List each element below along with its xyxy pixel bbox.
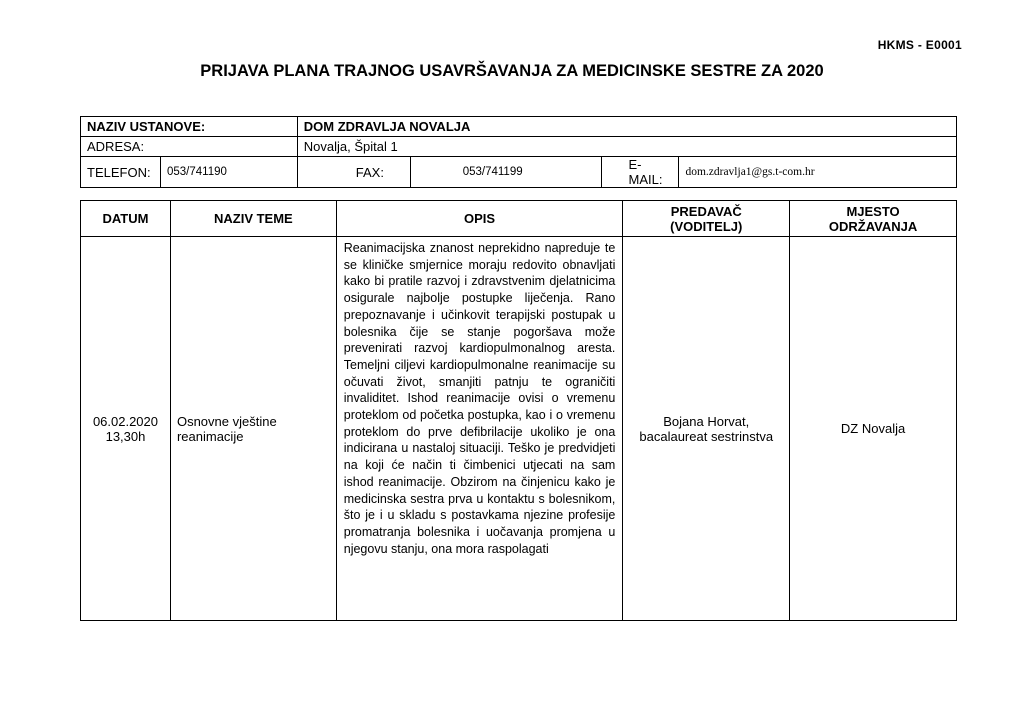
phone-value: 053/741190: [160, 157, 297, 188]
table-row: [81, 237, 957, 621]
address-label: ADRESA:: [81, 137, 298, 157]
entry-lecturer-cell: [623, 237, 790, 621]
fax-label: FAX:: [297, 157, 410, 188]
institution-name-label: NAZIV USTANOVE:: [81, 117, 298, 137]
form-code: HKMS - E0001: [877, 38, 962, 52]
address-row: [81, 137, 957, 157]
training-plan-table: [80, 200, 957, 621]
institution-info-table: [80, 116, 957, 188]
col-datum: DATUM: [81, 201, 171, 237]
col-predavac: [623, 201, 790, 237]
entry-date: 06.02.2020: [92, 413, 159, 429]
col-predavac-line1: PREDAVAČ: [670, 203, 742, 219]
contact-row: [81, 157, 957, 188]
entry-location: DZ Novalja: [790, 237, 957, 621]
email-value: dom.zdravlja1@gs.t-com.hr: [679, 157, 957, 188]
institution-name-row: [81, 117, 957, 137]
fax-value: 053/741199: [410, 157, 602, 188]
page-title: PRIJAVA PLANA TRAJNOG USAVRŠAVANJA ZA MEDICINSKE SESTRE ZA 2020: [200, 62, 824, 80]
entry-description: Reanimacijska znanost neprekidno napreduje te se kliničke smjernice moraju redovito obnavljati kako bi pratile razvoj i zdravstvenim djelatnicima osigurale najbolje postupke liječenja. Rano prepoznavanje i učinkovit terapijski postupak u bolesnika čije se stanje pogoršava može prevenirati razvoj kardiopulmonalnog aresta. Temeljni ciljevi kardiopulmonalne reanimacije su očuvati život, smanjiti patnju te ograničiti invaliditet. Ishod reanimacije ovisi o vremenu proteklom od početka postupka, kao i o vremenu proteklom do prve defibrilacije ukoliko je ona indicirana u nastaloj situaciji. Teško je predvidjeti na koji će način ti čimbenici utjecati na sam ishod reanimacije. Obzirom na činjenicu kako je medicinska sestra prva u kontaktu s bolesnikom, što je i u skladu s postavkama njezine profesije promatranja bolesnika i uočavanja promjena u njegovu stanju, ona mora raspolagati: [336, 237, 623, 621]
col-mjesto-line1: MJESTO: [846, 203, 900, 219]
entry-date-cell: [81, 237, 171, 621]
col-mjesto: [790, 201, 957, 237]
entry-lecturer-name: Bojana Horvat,: [663, 413, 750, 429]
entry-lecturer-title: bacalaureat sestrinstva: [639, 428, 774, 444]
col-naziv-teme: NAZIV TEME: [170, 201, 336, 237]
email-label: E-MAIL:: [602, 157, 679, 188]
header-row: [81, 201, 957, 237]
col-mjesto-line2: ODRŽAVANJA: [828, 218, 918, 234]
institution-name-value: DOM ZDRAVLJA NOVALJA: [297, 117, 956, 137]
entry-topic: Osnovne vještine reanimacije: [170, 237, 336, 621]
address-value: Novalja, Špital 1: [297, 137, 956, 157]
entry-time: 13,30h: [105, 428, 146, 444]
phone-label: TELEFON:: [81, 157, 161, 188]
col-opis: OPIS: [336, 201, 623, 237]
col-predavac-line2: (VODITELJ): [670, 218, 743, 234]
